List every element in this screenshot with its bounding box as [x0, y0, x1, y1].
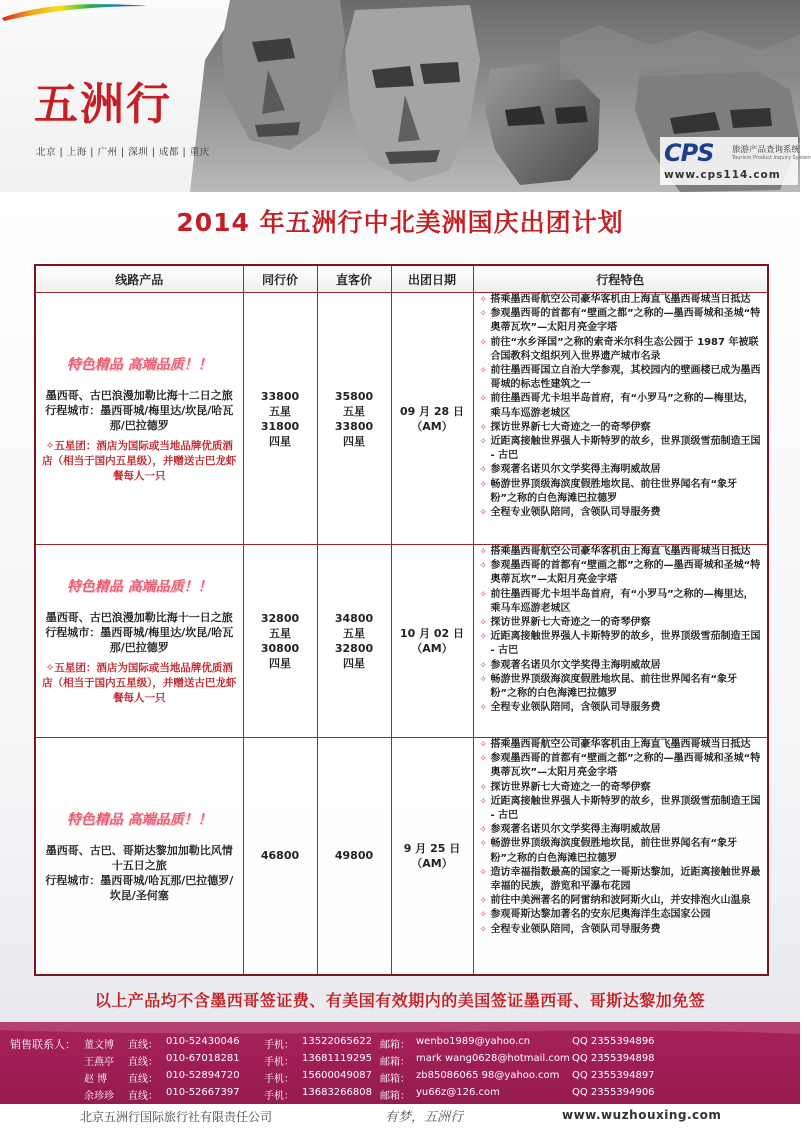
feature-text: 搭乘墨西哥航空公司豪华客机由上海直飞墨西哥城当日抵达	[490, 546, 751, 557]
diamond-icon: ✧	[479, 703, 488, 714]
direct-price-cell	[317, 545, 391, 738]
price-line: 35800	[334, 389, 374, 403]
contact-phone[interactable]: 010-52894720	[166, 1070, 240, 1081]
header-direct-price: 直客价	[317, 265, 391, 293]
diamond-icon: ✧	[479, 337, 488, 348]
diamond-icon: ✧	[479, 867, 488, 878]
trade-price-cell	[243, 738, 317, 975]
cps-system-name: 旅游产品查询系统	[732, 145, 801, 155]
diamond-icon: ✧	[479, 394, 488, 405]
feature-text: 前往中美洲著名的阿雷纳和波阿斯火山，并安排泡火山温泉	[490, 895, 751, 907]
feature-text: 参观墨西哥的首都有“壁画之都”之称的—墨西哥城和圣城“特奥蒂瓦坎”—太阳月亮金字塔	[490, 753, 761, 779]
table-row	[35, 545, 768, 738]
hotel-note-star: 五星团：	[54, 662, 97, 674]
feature-item	[480, 336, 764, 364]
departure-date-cell	[391, 545, 473, 738]
feature-text: 近距离接触世界强人卡斯特罗的故乡，世界顶级雪茄制造王国 - 古巴	[490, 631, 761, 657]
contact-row	[84, 1087, 784, 1104]
contact-qq[interactable]: QQ 2355394897	[572, 1070, 655, 1081]
diamond-icon: ✧	[479, 796, 488, 807]
contact-phone[interactable]: 010-52667397	[166, 1087, 240, 1098]
contact-mobile-label: 手机：	[264, 1091, 294, 1102]
features-cell	[473, 738, 768, 975]
diamond-icon: ✧	[479, 547, 488, 557]
contact-label: 销售联系人：	[10, 1038, 76, 1051]
feature-text: 参观著名诺贝尔文学奖得主海明威故居	[490, 824, 661, 836]
feature-text: 畅游世界顶级海滨度假胜地坎昆、前往世界闻名有“象牙粉”之称的白色海滩巴拉德罗	[490, 673, 738, 700]
feature-item	[480, 293, 764, 307]
diamond-icon: ✧	[479, 782, 488, 793]
feature-item	[480, 659, 764, 673]
feature-text: 参观墨西哥的首都有“壁画之都”之称的—墨西哥城和圣城“特奥蒂瓦坎”—太阳月亮金字塔	[490, 560, 761, 586]
price-line: 五星	[343, 627, 365, 640]
contact-qq[interactable]: QQ 2355394898	[572, 1053, 655, 1064]
diamond-icon: ✧	[479, 479, 488, 490]
feature-text: 参观哥斯达黎加著名的安东尼奥海洋生态国家公园	[490, 909, 711, 921]
contact-row	[84, 1053, 784, 1070]
price-line: 30800	[260, 642, 300, 655]
feature-item	[480, 823, 764, 837]
header-features: 行程特色	[473, 265, 768, 293]
diamond-icon: ✧	[479, 896, 488, 907]
contact-mobile-label: 手机：	[264, 1057, 294, 1068]
direct-price-cell	[317, 293, 391, 545]
contact-phone[interactable]: 010-52430046	[166, 1036, 240, 1047]
diamond-icon: ✧	[479, 295, 488, 305]
header-date: 出团日期	[391, 265, 473, 293]
feature-text: 探访世界新七大奇迹之一的奇琴伊察	[490, 781, 651, 793]
route-name[interactable]: 墨西哥、古巴浪漫加勒比海十一日之旅	[45, 611, 233, 624]
price-line: 49800	[334, 849, 374, 863]
brand-logo: 五洲行	[34, 79, 172, 130]
contact-email[interactable]: yu66z@126.com	[416, 1087, 500, 1098]
feature-list	[480, 545, 764, 715]
table-row	[35, 738, 768, 975]
feature-text: 前往墨西哥尤卡坦半岛首府，有“小罗马”之称的—梅里达，乘马车巡游老城区	[490, 588, 754, 614]
cps-url-link[interactable]: www.cps114.com	[664, 169, 781, 181]
price-line: 四星	[269, 434, 291, 448]
contact-name: 赵 博	[84, 1074, 108, 1085]
diamond-icon: ✧	[45, 662, 55, 674]
price-line: 33800	[260, 389, 300, 403]
contact-name: 余珍珍	[84, 1091, 114, 1102]
feature-text: 近距离接触世界强人卡斯特罗的故乡，世界顶级雪茄制造王国 - 古巴	[490, 795, 761, 822]
header-banner	[0, 0, 811, 192]
company-name: 北京五洲行国际旅行社有限责任公司	[80, 1110, 273, 1124]
feature-text: 探访世界新七大奇迹之一的奇琴伊察	[490, 617, 651, 629]
feature-text: 全程专业领队陪同，含领队司导服务费	[490, 507, 661, 519]
feature-item	[480, 781, 764, 795]
hotel-note-text: 酒店为国际或当地品牌优质酒店（相当于国内五星级），并赠送古巴龙虾餐每人一只	[42, 439, 237, 482]
diamond-icon: ✧	[45, 439, 55, 452]
contact-mobile[interactable]: 13683266808	[302, 1087, 372, 1098]
price-line: 34800	[334, 612, 374, 625]
diamond-icon: ✧	[479, 839, 488, 850]
feature-text: 参观著名诺贝尔文学奖得主海明威故居	[490, 659, 661, 671]
features-cell	[473, 545, 768, 738]
feature-item	[480, 588, 764, 616]
diamond-icon: ✧	[479, 465, 488, 476]
feature-text: 搭乘墨西哥航空公司豪华客机由上海直飞墨西哥城当日抵达	[490, 294, 751, 305]
feature-item	[480, 478, 764, 506]
diamond-icon: ✧	[479, 508, 488, 519]
feature-item	[480, 616, 764, 630]
feature-item	[480, 894, 764, 908]
contact-phone-label: 直线：	[128, 1074, 158, 1085]
price-line: 四星	[343, 657, 365, 670]
price-line: 四星	[269, 657, 291, 670]
direct-price-cell	[317, 738, 391, 975]
diamond-icon: ✧	[479, 561, 488, 572]
contact-email[interactable]: zb85086065 98@yahoo.com	[416, 1070, 560, 1081]
diamond-icon: ✧	[479, 674, 488, 685]
feature-item	[480, 506, 764, 520]
hotel-note	[42, 661, 237, 706]
price-line: 46800	[260, 849, 300, 863]
departure-date-cell	[391, 293, 473, 545]
contact-mobile[interactable]: 13681119295	[302, 1053, 372, 1064]
contact-phone-label: 直线：	[128, 1040, 158, 1051]
diamond-icon: ✧	[479, 910, 488, 921]
header-product: 线路产品	[35, 265, 243, 293]
diamond-icon: ✧	[479, 660, 488, 671]
feature-text: 全程专业领队陪同，含领队司导服务费	[490, 702, 661, 714]
contact-name: 董文博	[84, 1040, 114, 1051]
feature-list	[480, 293, 764, 520]
contact-row	[84, 1070, 784, 1087]
feature-text: 参观著名诺贝尔文学奖得主海明威故居	[490, 464, 661, 476]
tour-table	[34, 264, 769, 976]
feature-item	[480, 559, 764, 587]
feature-text: 前往“水乡泽国”之称的索奇米尔科生态公园于 1987 年被联合国教科文组织列入世界遗产城市名录	[490, 336, 759, 362]
contact-name: 王燕亭	[84, 1057, 114, 1068]
feature-item	[480, 421, 764, 435]
price-line: 五星	[269, 404, 291, 418]
company-url-link[interactable]: www.wuzhouxing.com	[562, 1108, 722, 1122]
feature-item	[480, 630, 764, 658]
contact-mobile[interactable]: 15600049087	[302, 1070, 372, 1081]
feature-item	[480, 866, 764, 894]
date-line: 09 月 28 日	[399, 404, 465, 418]
brand-cities: 北京 | 上海 | 广州 | 深圳 | 成都 | 重庆	[36, 147, 210, 158]
feature-item	[480, 463, 764, 477]
page-title: 2014 年五洲行中北美洲国庆出团计划	[176, 208, 624, 237]
hotel-note	[42, 439, 237, 484]
feature-text: 搭乘墨西哥航空公司豪华客机由上海直飞墨西哥城当日抵达	[490, 739, 751, 750]
feature-item	[480, 701, 764, 715]
feature-text: 全程专业领队陪同，含领队司导服务费	[490, 923, 661, 935]
diamond-icon: ✧	[479, 589, 488, 600]
contact-email-label: 邮箱：	[380, 1074, 410, 1085]
diamond-icon: ✧	[479, 309, 488, 320]
diamond-icon: ✧	[479, 740, 488, 750]
price-line: 32800	[260, 612, 300, 625]
feature-text: 前往墨西哥尤卡坦半岛首府，有“小罗马”之称的—梅里达，乘马车巡游老城区	[490, 393, 754, 419]
feature-item	[480, 795, 764, 823]
contact-row	[84, 1036, 784, 1053]
date-line: （AM）	[411, 419, 453, 433]
feature-item	[480, 908, 764, 922]
diamond-icon: ✧	[479, 754, 488, 765]
diamond-icon: ✧	[479, 618, 488, 629]
contact-email-label: 邮箱：	[380, 1057, 410, 1068]
diamond-icon: ✧	[479, 422, 488, 433]
route-cities: 行程城市：墨西哥城/哈瓦那/巴拉德罗/坎昆/圣何塞	[45, 873, 234, 902]
contact-phone-label: 直线：	[128, 1091, 158, 1102]
feature-text: 畅游世界顶级海滨度假胜地坎昆、前往世界闻名有“象牙粉”之称的白色海滩巴拉德罗	[490, 478, 738, 504]
contact-email[interactable]: wenbo1989@yahoo.cn	[416, 1036, 531, 1047]
departure-date-cell	[391, 738, 473, 975]
contact-qq[interactable]: QQ 2355394906	[572, 1087, 655, 1098]
feature-text: 造访幸福指数最高的国家之一哥斯达黎加，近距离接触世界最幸福的民族，游览和平瀑布花园	[490, 866, 761, 893]
product-cell	[35, 293, 243, 545]
logo-rainbow-swoosh-icon	[0, 0, 150, 22]
route-cities: 行程城市：墨西哥城/梅里达/坎昆/哈瓦那/巴拉德罗	[45, 403, 234, 432]
contact-phone[interactable]: 010-67018281	[166, 1053, 240, 1064]
header-trade-price: 同行价	[243, 265, 317, 293]
feature-text: 近距离接触世界强人卡斯特罗的故乡，世界顶级雪茄制造王国 - 古巴	[490, 436, 761, 462]
feature-item	[480, 545, 764, 559]
cps-logo: CPS	[664, 139, 714, 167]
product-cell	[35, 545, 243, 738]
date-line: 10 月 02 日	[399, 627, 465, 640]
contact-email-label: 邮箱：	[380, 1040, 410, 1051]
diamond-icon: ✧	[479, 632, 488, 643]
feature-item	[480, 364, 764, 392]
price-line: 五星	[343, 404, 365, 418]
price-line: 四星	[343, 434, 365, 448]
features-cell	[473, 293, 768, 545]
product-slogan: 特色精品 高端品质！！	[66, 811, 212, 828]
date-line: 9 月 25 日	[403, 841, 461, 855]
contact-phone-label: 直线：	[128, 1057, 158, 1068]
date-line: （AM）	[411, 856, 453, 870]
price-line: 32800	[334, 642, 374, 655]
trade-price-cell	[243, 293, 317, 545]
feature-item	[480, 752, 764, 780]
contact-mobile-label: 手机：	[264, 1040, 294, 1051]
table-header-row	[35, 265, 768, 293]
feature-item	[480, 738, 764, 752]
diamond-icon: ✧	[479, 366, 488, 377]
visa-disclaimer: 以上产品均不含墨西哥签证费、有美国有效期内的美国签证墨西哥、哥斯达黎加免签	[94, 991, 706, 1010]
product-cell	[35, 738, 243, 975]
diamond-icon: ✧	[479, 924, 488, 935]
feature-item	[480, 923, 764, 937]
contact-email-label: 邮箱：	[380, 1091, 410, 1102]
price-line: 31800	[260, 419, 300, 433]
table-row	[35, 293, 768, 545]
product-slogan: 特色精品 高端品质！！	[66, 356, 212, 373]
price-line: 五星	[269, 627, 291, 640]
diamond-icon: ✧	[479, 825, 488, 836]
feature-text: 参观墨西哥的首都有“壁画之都”之称的—墨西哥城和圣城“特奥蒂瓦坎”—太阳月亮金字塔	[490, 308, 761, 334]
price-line: 33800	[334, 419, 374, 433]
hotel-note-text: 酒店为国际或当地品牌优质酒店（相当于国内五星级），并赠送古巴龙虾餐每人一只	[42, 662, 237, 704]
feature-item	[480, 307, 764, 335]
feature-item	[480, 392, 764, 420]
route-cities: 行程城市：墨西哥城/梅里达/坎昆/哈瓦那/巴拉德罗	[45, 626, 234, 654]
trade-price-cell	[243, 545, 317, 738]
feature-text: 畅游世界顶级海滨度假胜地坎昆，前往世界闻名有“象牙粉”之称的白色海滩巴拉德罗	[490, 838, 738, 864]
contact-mobile-label: 手机：	[264, 1074, 294, 1085]
cps-system-subtitle: Tourism Product Inquiry System	[732, 155, 811, 161]
feature-list	[480, 738, 764, 937]
feature-item	[480, 837, 764, 865]
route-name[interactable]: 墨西哥、古巴、哥斯达黎加加勒比风情十五日之旅	[45, 843, 233, 872]
feature-text: 前往墨西哥国立自治大学参观，其校园内的壁画楼已成为墨西哥城的标志性建筑之一	[490, 365, 761, 391]
contact-qq[interactable]: QQ 2355394896	[572, 1036, 655, 1047]
cps-badge[interactable]	[660, 137, 811, 185]
contact-mobile[interactable]: 13522065622	[302, 1036, 372, 1047]
route-name[interactable]: 墨西哥、古巴浪漫加勒比海十二日之旅	[45, 388, 233, 402]
date-line: （AM）	[411, 642, 453, 655]
feature-item	[480, 435, 764, 463]
contact-email[interactable]: mark wang0628@hotmail.com	[416, 1053, 570, 1064]
product-slogan: 特色精品 高端品质！！	[66, 579, 212, 595]
hotel-note-star: 五星团：	[54, 439, 97, 452]
diamond-icon: ✧	[479, 437, 488, 448]
feature-text: 探访世界新七大奇迹之一的奇琴伊察	[490, 421, 651, 433]
feature-item	[480, 673, 764, 701]
company-slogan: 有梦，五洲行	[385, 1110, 464, 1125]
